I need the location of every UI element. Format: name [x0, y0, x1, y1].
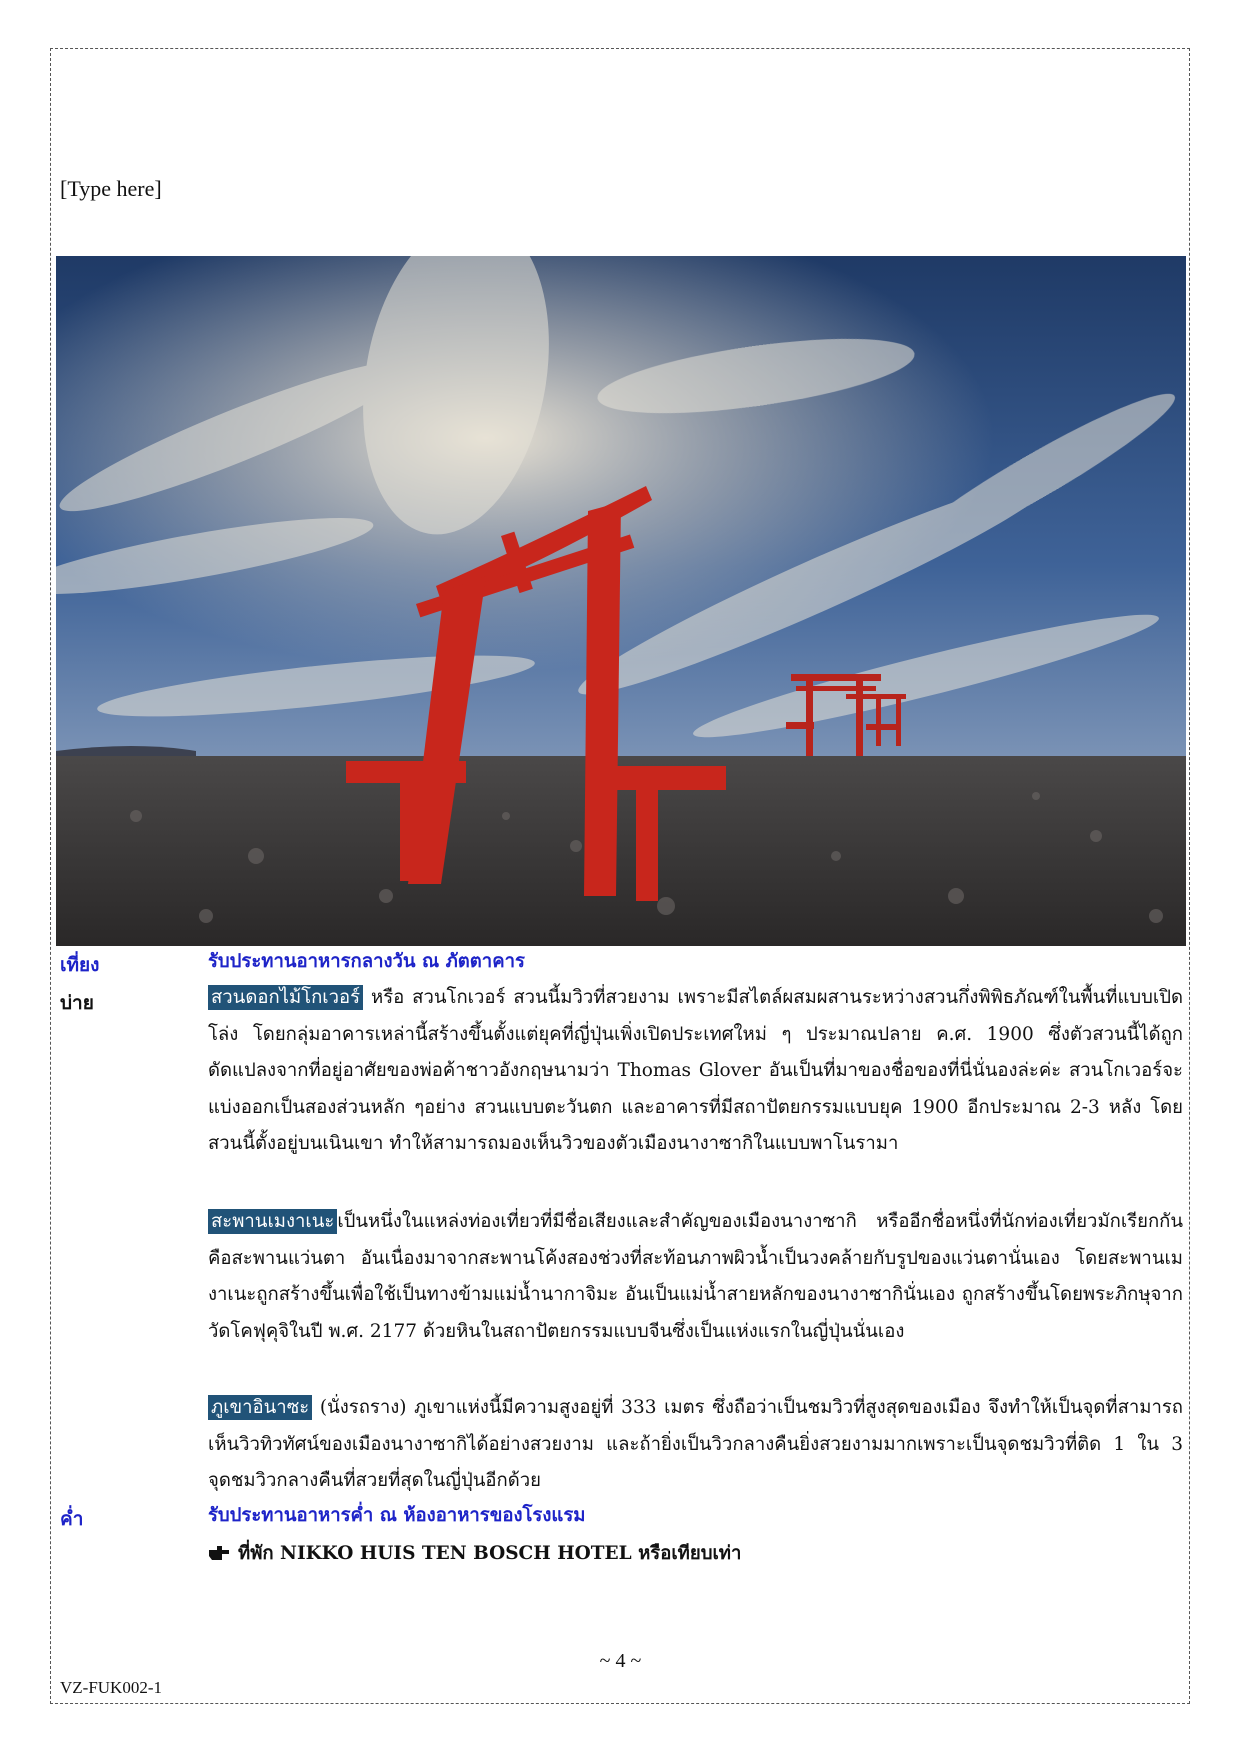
paragraph-text: (นั่งรถราง) ภูเขาแห่งนี้มีความสูงอยู่ที่ 333 เมตร ซึ่งถือว่าเป็นชมวิวที่สูงสุดของเมือง จึงทำให้เป็นจุดที่สามารถเห็นวิวทิวทัศน์ของเมืองนางาซากิได้อย่างสวยงาม และถ้ายิ่งเป็นวิวกลางคืนยิ่งสวยงามมากเพราะเป็นจุดชมวิวที่ติด 1 ใน 3 จุดชมวิวกลางคืนที่สวยที่สุดในญี่ปุ่นอีกด้วย — [208, 1397, 1183, 1491]
paragraph-glover-garden — [208, 980, 1183, 1204]
paragraph-megane-bridge — [208, 1204, 1183, 1390]
hotel-text: ที่พัก NIKKO HUIS TEN BOSCH HOTEL หรือเทียบเท่า — [238, 1543, 742, 1564]
dinner-text: รับประทานอาหารค่ำ ณ ห้องอาหารของโรงแรม — [208, 1505, 586, 1526]
highlight-mount-inasa: ภูเขาอินาซะ — [208, 1395, 312, 1420]
pointing-hand-icon — [208, 1539, 232, 1576]
dinner-line — [208, 1498, 1183, 1535]
paragraph-text: เป็นหนึ่งในแหล่งท่องเที่ยวที่มีชื่อเสียงและสำคัญของเมืองนางาซากิ หรืออีกชื่อหนึ่งที่นักท่องเที่ยวมักเรียกกันคือสะพานแว่นตา อันเนื่องมาจากสะพานโค้งสองช่วงที่สะท้อนภาพผิวน้ำเป็นวงคล้ายกับรูปของแว่นตานั่นเอง โดยสะพานเมงาเนะถูกสร้างขึ้นเพื่อใช้เป็นทางข้ามแม่น้ำนากาจิมะ อันเป็นแม่น้ำสายหลักของนางาซากินั่นเอง ถูกสร้างขึ้นโดยพระภิกษุจากวัดโคฟุคุจิในปี พ.ศ. 2177 ด้วยหินในสถาปัตยกรรมแบบจีนซึ่งเป็นแห่งแรกในญี่ปุ่นนั่นเอง — [208, 1211, 1183, 1342]
document-code: VZ-FUK002-1 — [60, 1678, 162, 1697]
label-dinner: ค่ำ — [60, 1508, 84, 1530]
afternoon-block — [208, 980, 1183, 1502]
page-number: ~ 4 ~ — [599, 1650, 642, 1672]
highlight-glover-garden: สวนดอกไม้โกเวอร์ — [208, 985, 363, 1010]
torii-photo — [56, 256, 1186, 946]
label-lunch: เที่ยง — [60, 954, 100, 976]
highlight-megane-bridge: สะพานเมงาเนะ — [208, 1209, 337, 1234]
header-placeholder: [Type here] — [60, 176, 162, 201]
lunch-line — [208, 944, 1183, 981]
paragraph-text: หรือ สวนโกเวอร์ สวนนี้มวิวที่สวยงาม เพราะมีสไตล์ผสมผสานระหว่างสวนกึ่งพิพิธภัณฑ์ในพื้นที่แบบเปิดโล่ง โดยกลุ่มอาคารเหล่านี้สร้างขึ้นตั้งแต่ยุคที่ญี่ปุ่นเพิ่งเปิดประเทศใหม่ ๆ ประมาณปลาย ค.ศ. 1900 ซึ่งตัวสวนนี้ได้ถูกดัดแปลงจากที่อยู่อาศัยของพ่อค้าชาวอังกฤษนามว่า Thomas Glover อันเป็นที่มาของชื่อของที่นี่นั่นองล่ะค่ะ สวนโกเวอร์จะแบ่งออกเป็นสองส่วนหลัก ๆอย่าง สวนแบบตะวันตก และอาคารที่มีสถาปัตยกรรมแบบยุค 1900 อีกประมาณ 2-3 หลัง โดยสวนนี้ตั้งอยู่บนเนินเขา ทำให้สามารถมองเห็นวิวของตัวเมืองนางาซากิในแบบพาโนรามา — [208, 987, 1183, 1154]
label-afternoon: บ่าย — [60, 992, 94, 1014]
lunch-text: รับประทานอาหารกลางวัน ณ ภัตตาคาร — [208, 951, 525, 972]
hotel-line — [208, 1536, 1183, 1576]
paragraph-mount-inasa — [208, 1390, 1183, 1502]
